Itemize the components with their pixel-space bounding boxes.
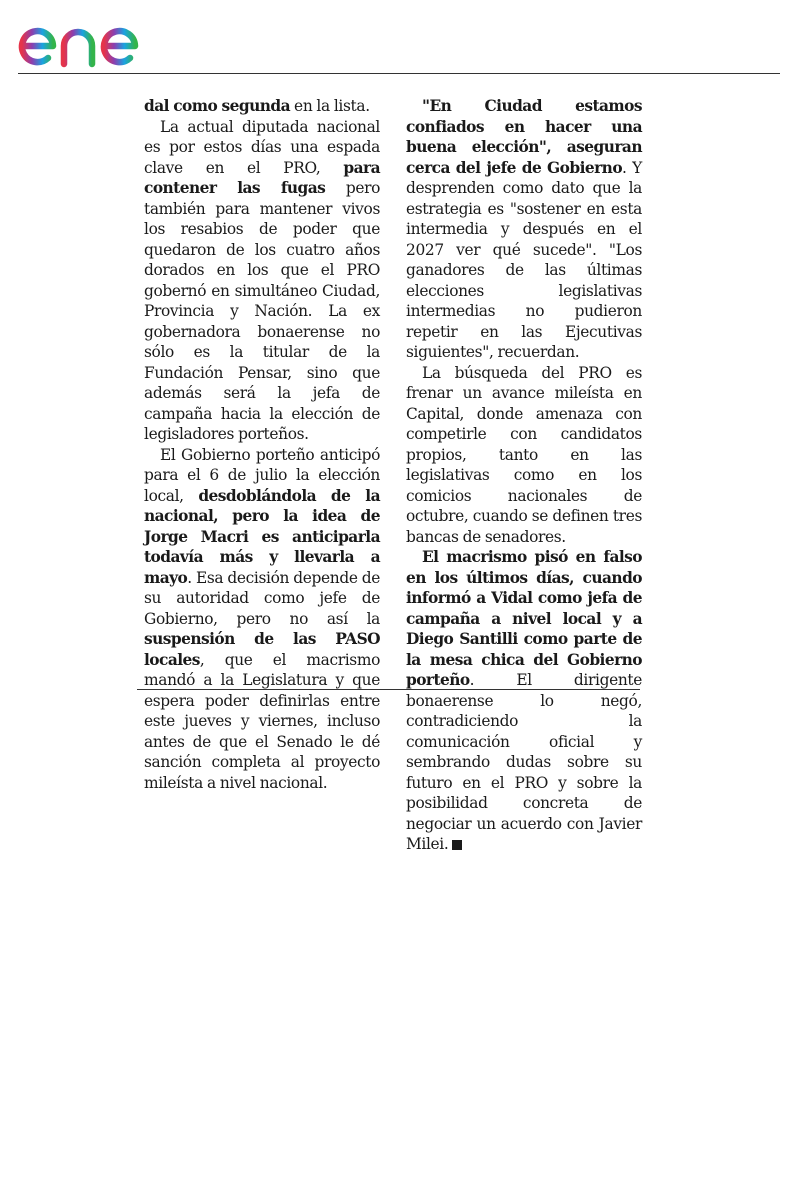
header-divider	[18, 73, 780, 74]
paragraph: dal como segunda en la lista.	[144, 97, 370, 115]
end-mark-icon	[452, 840, 462, 850]
newspaper-clipping	[138, 90, 642, 853]
paragraph: "En Ciudad estamos confiados en hacer una buena elección", aseguran cerca del jefe de Gobierno. Y desprenden como dato que la estrategia es "sostener en esta intermedia y después en el 2027 ver qué sucede". "Los ganadores de las últimas elecciones legislativas intermedias no pudieron repetir en las Ejecutivas siguientes", recuerdan.	[406, 97, 642, 361]
paragraph: La búsqueda del PRO es frenar un avance mileísta en Capital, donde amenaza con competirle con candidatos propios, tanto en las legislativas como en los comicios nacionales de octubre, cuando se definen tres bancas de senadores.	[406, 363, 642, 546]
paragraph: El Gobierno porteño anticipó para el 6 de julio la elección local, desdoblándola de la nacional, pero la idea de Jorge Macri es anticiparla todavía más y llevarla a mayo. Esa decisión depende de su autoridad como jefe de Gobierno, pero no así la suspensión de las PASO locales, que el macrismo mandó a la Legislatura y que espera poder definirlas entre este jueves y viernes, incluso antes de que el Senado le dé sanción completa al proyecto mileísta a nivel nacional.	[144, 445, 380, 792]
enel-logo	[16, 8, 172, 70]
paragraph: La actual diputada nacional es por estos días una espada clave en el PRO, para contener las fugas pero también para mantener vivos los resabios de poder que quedaron de los cuatro años dorados en los que el PRO gobernó en simultáneo Ciudad, Provincia y Nación. La ex gobernadora bonaerense no sólo es la titular de la Fundación Pensar, sino que además será la jefa de campaña hacia la elección de legisladores porteños.	[144, 117, 381, 443]
footer-divider	[137, 689, 640, 690]
article-column-right	[406, 96, 642, 855]
paragraph: El macrismo pisó en falso en los últimos días, cuando informó a Vidal como jefa de campaña a nivel local y a Diego Santilli como parte de la mesa chica del Gobierno porteño. El dirigente bonaerense lo negó, contradiciendo la comunicación oficial y sembrando dudas sobre su futuro en el PRO y sobre la posibilidad concreta de negociar un acuerdo con Javier Milei.	[406, 548, 642, 853]
